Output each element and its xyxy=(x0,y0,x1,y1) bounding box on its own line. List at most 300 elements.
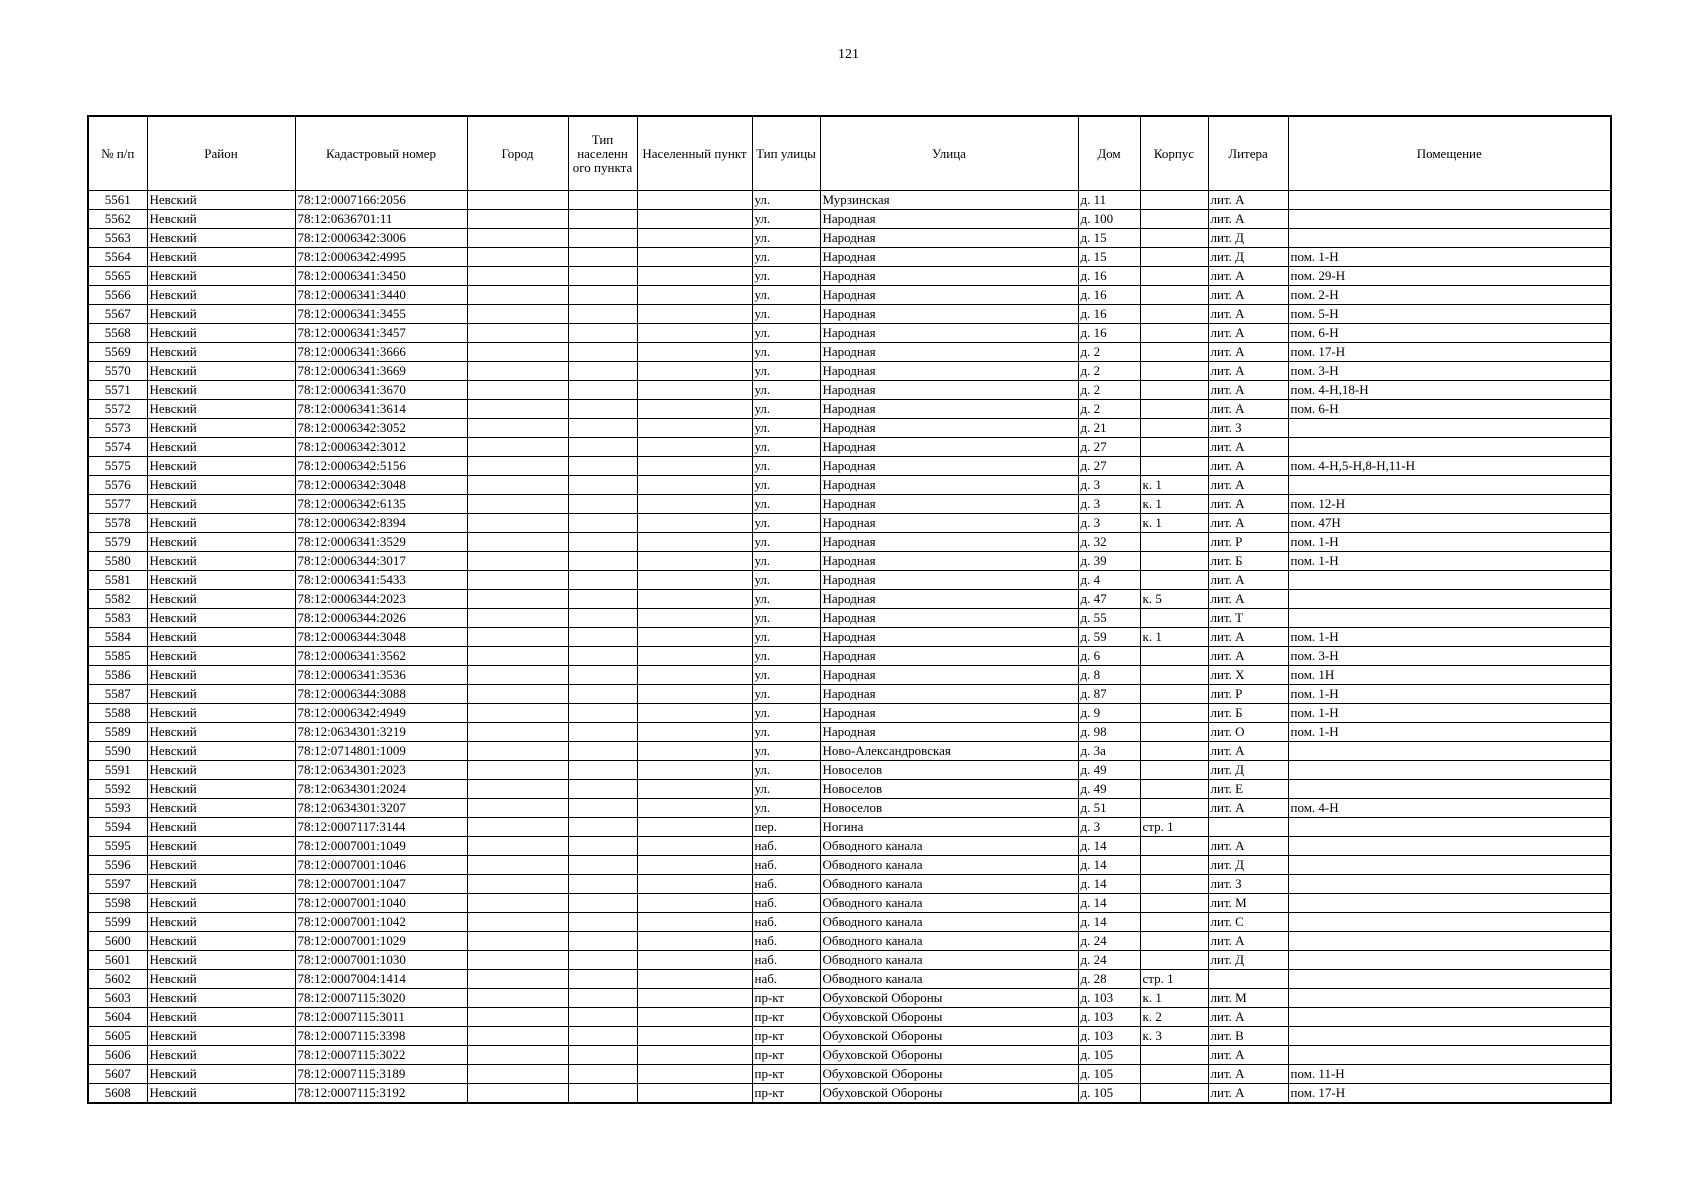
cell-city xyxy=(467,1027,568,1046)
cell-settlement-type xyxy=(568,457,637,476)
table-row xyxy=(88,343,1611,362)
cell-number: 5583 xyxy=(88,609,147,628)
cell-cadastral-number: 78:12:0006344:2026 xyxy=(295,609,467,628)
cell-settlement xyxy=(637,248,752,267)
cell-district: Невский xyxy=(147,343,295,362)
cell-letter: лит. Р xyxy=(1208,685,1288,704)
cell-number: 5563 xyxy=(88,229,147,248)
cell-house: д. 14 xyxy=(1078,913,1140,932)
cell-number: 5585 xyxy=(88,647,147,666)
cell-street: Народная xyxy=(820,267,1078,286)
cell-settlement xyxy=(637,381,752,400)
cell-building: к. 1 xyxy=(1140,514,1208,533)
cell-house: д. 103 xyxy=(1078,1027,1140,1046)
cell-street: Народная xyxy=(820,704,1078,723)
table-row xyxy=(88,951,1611,970)
cell-cadastral-number: 78:12:0007117:3144 xyxy=(295,818,467,837)
cell-cadastral-number: 78:12:0006341:3457 xyxy=(295,324,467,343)
cell-cadastral-number: 78:12:0007001:1040 xyxy=(295,894,467,913)
table-row xyxy=(88,324,1611,343)
table-row xyxy=(88,590,1611,609)
cell-house: д. 4 xyxy=(1078,571,1140,590)
cell-cadastral-number: 78:12:0006342:4995 xyxy=(295,248,467,267)
cell-street-type: ул. xyxy=(752,457,820,476)
cell-district: Невский xyxy=(147,1065,295,1084)
cell-letter: лит. А xyxy=(1208,457,1288,476)
cell-settlement xyxy=(637,514,752,533)
cell-district: Невский xyxy=(147,476,295,495)
cell-cadastral-number: 78:12:0006342:4949 xyxy=(295,704,467,723)
cell-letter: лит. О xyxy=(1208,723,1288,742)
cell-letter: лит. А xyxy=(1208,286,1288,305)
column-header-street: Улица xyxy=(820,116,1078,191)
cell-street: Новоселов xyxy=(820,761,1078,780)
cell-building xyxy=(1140,362,1208,381)
cell-street-type: наб. xyxy=(752,837,820,856)
cell-district: Невский xyxy=(147,267,295,286)
cell-district: Невский xyxy=(147,286,295,305)
cell-premises xyxy=(1288,837,1611,856)
cell-letter: лит. А xyxy=(1208,628,1288,647)
cell-city xyxy=(467,343,568,362)
column-header-letter: Литера xyxy=(1208,116,1288,191)
cell-letter: лит. В xyxy=(1208,1027,1288,1046)
cell-settlement-type xyxy=(568,647,637,666)
cell-district: Невский xyxy=(147,1046,295,1065)
cell-street-type: ул. xyxy=(752,419,820,438)
cell-house: д. 24 xyxy=(1078,932,1140,951)
cell-street-type: ул. xyxy=(752,381,820,400)
cell-settlement-type xyxy=(568,1084,637,1104)
cell-street-type: ул. xyxy=(752,324,820,343)
column-header-premises: Помещение xyxy=(1288,116,1611,191)
cell-building xyxy=(1140,229,1208,248)
table-row xyxy=(88,780,1611,799)
cell-settlement xyxy=(637,685,752,704)
cell-street: Народная xyxy=(820,305,1078,324)
table-row xyxy=(88,704,1611,723)
table-row xyxy=(88,210,1611,229)
cell-number: 5584 xyxy=(88,628,147,647)
cell-building xyxy=(1140,951,1208,970)
cell-street-type: ул. xyxy=(752,628,820,647)
cell-street-type: ул. xyxy=(752,647,820,666)
cell-settlement-type xyxy=(568,286,637,305)
cell-building xyxy=(1140,324,1208,343)
cell-building xyxy=(1140,533,1208,552)
cell-premises: пом. 12-Н xyxy=(1288,495,1611,514)
cell-district: Невский xyxy=(147,248,295,267)
cell-house: д. 49 xyxy=(1078,780,1140,799)
cell-settlement-type xyxy=(568,248,637,267)
cell-premises xyxy=(1288,191,1611,210)
cell-city xyxy=(467,856,568,875)
cell-letter xyxy=(1208,970,1288,989)
table-row xyxy=(88,609,1611,628)
cell-premises: пом. 1Н xyxy=(1288,666,1611,685)
cell-district: Невский xyxy=(147,837,295,856)
cell-premises xyxy=(1288,438,1611,457)
cell-settlement xyxy=(637,571,752,590)
cell-city xyxy=(467,837,568,856)
cell-cadastral-number: 78:12:0006344:3017 xyxy=(295,552,467,571)
column-header-building: Корпус xyxy=(1140,116,1208,191)
cell-street: Обуховской Обороны xyxy=(820,1008,1078,1027)
cell-settlement-type xyxy=(568,704,637,723)
cell-settlement xyxy=(637,647,752,666)
table-row xyxy=(88,571,1611,590)
cell-cadastral-number: 78:12:0007001:1029 xyxy=(295,932,467,951)
cell-premises xyxy=(1288,1027,1611,1046)
cell-cadastral-number: 78:12:0006342:8394 xyxy=(295,514,467,533)
cell-city xyxy=(467,229,568,248)
cell-house: д. 15 xyxy=(1078,248,1140,267)
table-row xyxy=(88,476,1611,495)
cell-premises xyxy=(1288,856,1611,875)
cell-street: Обводного канала xyxy=(820,894,1078,913)
cell-district: Невский xyxy=(147,761,295,780)
cell-city xyxy=(467,875,568,894)
cell-letter: лит. Х xyxy=(1208,666,1288,685)
cell-street: Новоселов xyxy=(820,780,1078,799)
cell-cadastral-number: 78:12:0007115:3020 xyxy=(295,989,467,1008)
table-row xyxy=(88,875,1611,894)
cell-city xyxy=(467,248,568,267)
cell-letter: лит. А xyxy=(1208,305,1288,324)
cell-district: Невский xyxy=(147,191,295,210)
cell-settlement xyxy=(637,400,752,419)
cell-city xyxy=(467,267,568,286)
cell-city xyxy=(467,1008,568,1027)
cell-city xyxy=(467,970,568,989)
cell-number: 5580 xyxy=(88,552,147,571)
cell-cadastral-number: 78:12:0006342:5156 xyxy=(295,457,467,476)
cell-house: д. 16 xyxy=(1078,305,1140,324)
cell-cadastral-number: 78:12:0006342:3048 xyxy=(295,476,467,495)
cell-letter: лит. А xyxy=(1208,324,1288,343)
column-header-settlement-type: Тип населенн ого пункта xyxy=(568,116,637,191)
cell-street-type: ул. xyxy=(752,476,820,495)
cell-city xyxy=(467,210,568,229)
cell-cadastral-number: 78:12:0634301:3207 xyxy=(295,799,467,818)
cell-street: Народная xyxy=(820,210,1078,229)
cell-settlement-type xyxy=(568,913,637,932)
cell-street: Мурзинская xyxy=(820,191,1078,210)
cell-district: Невский xyxy=(147,210,295,229)
cell-cadastral-number: 78:12:0006341:3440 xyxy=(295,286,467,305)
cell-city xyxy=(467,457,568,476)
cell-cadastral-number: 78:12:0007001:1047 xyxy=(295,875,467,894)
table-row xyxy=(88,856,1611,875)
cell-settlement-type xyxy=(568,875,637,894)
cell-building xyxy=(1140,305,1208,324)
cell-district: Невский xyxy=(147,799,295,818)
cell-settlement xyxy=(637,438,752,457)
cell-number: 5570 xyxy=(88,362,147,381)
cell-letter: лит. Б xyxy=(1208,552,1288,571)
cell-street: Обуховской Обороны xyxy=(820,989,1078,1008)
cell-building xyxy=(1140,856,1208,875)
cell-district: Невский xyxy=(147,913,295,932)
cell-letter: лит. А xyxy=(1208,742,1288,761)
cell-street-type: ул. xyxy=(752,571,820,590)
cell-settlement xyxy=(637,628,752,647)
cell-street-type: ул. xyxy=(752,343,820,362)
cell-city xyxy=(467,951,568,970)
cell-house: д. 55 xyxy=(1078,609,1140,628)
cell-street: Народная xyxy=(820,286,1078,305)
cell-cadastral-number: 78:12:0006341:3450 xyxy=(295,267,467,286)
cell-house: д. 59 xyxy=(1078,628,1140,647)
cell-cadastral-number: 78:12:0007001:1046 xyxy=(295,856,467,875)
cell-city xyxy=(467,1065,568,1084)
cell-settlement-type xyxy=(568,343,637,362)
cell-city xyxy=(467,400,568,419)
cell-district: Невский xyxy=(147,1084,295,1104)
cell-premises xyxy=(1288,932,1611,951)
cell-settlement xyxy=(637,875,752,894)
cell-premises xyxy=(1288,476,1611,495)
cell-street: Народная xyxy=(820,362,1078,381)
cell-premises xyxy=(1288,1008,1611,1027)
cell-cadastral-number: 78:12:0634301:2023 xyxy=(295,761,467,780)
cell-premises xyxy=(1288,590,1611,609)
cell-street: Обуховской Обороны xyxy=(820,1065,1078,1084)
cell-street: Обводного канала xyxy=(820,951,1078,970)
cell-letter: лит. А xyxy=(1208,571,1288,590)
cell-number: 5606 xyxy=(88,1046,147,1065)
cell-number: 5581 xyxy=(88,571,147,590)
cell-number: 5566 xyxy=(88,286,147,305)
cell-number: 5601 xyxy=(88,951,147,970)
cell-settlement-type xyxy=(568,685,637,704)
cell-number: 5593 xyxy=(88,799,147,818)
cell-district: Невский xyxy=(147,894,295,913)
cell-city xyxy=(467,495,568,514)
cell-premises: пом. 4-Н,18-Н xyxy=(1288,381,1611,400)
property-registry-table xyxy=(87,115,1612,1104)
cell-premises xyxy=(1288,761,1611,780)
cell-street: Народная xyxy=(820,647,1078,666)
cell-city xyxy=(467,476,568,495)
cell-settlement-type xyxy=(568,780,637,799)
cell-district: Невский xyxy=(147,932,295,951)
cell-settlement xyxy=(637,476,752,495)
cell-street-type: ул. xyxy=(752,191,820,210)
cell-street-type: пр-кт xyxy=(752,1065,820,1084)
table-row xyxy=(88,818,1611,837)
cell-letter: лит. А xyxy=(1208,267,1288,286)
cell-street-type: ул. xyxy=(752,761,820,780)
cell-settlement xyxy=(637,419,752,438)
cell-cadastral-number: 78:12:0636701:11 xyxy=(295,210,467,229)
table-row xyxy=(88,533,1611,552)
cell-street-type: ул. xyxy=(752,438,820,457)
cell-number: 5579 xyxy=(88,533,147,552)
cell-street-type: пер. xyxy=(752,818,820,837)
cell-cadastral-number: 78:12:0634301:2024 xyxy=(295,780,467,799)
cell-street-type: наб. xyxy=(752,970,820,989)
cell-street: Народная xyxy=(820,400,1078,419)
cell-settlement xyxy=(637,989,752,1008)
cell-district: Невский xyxy=(147,742,295,761)
table-row xyxy=(88,742,1611,761)
page-number: 121 xyxy=(838,47,859,62)
cell-letter: лит. А xyxy=(1208,932,1288,951)
cell-number: 5588 xyxy=(88,704,147,723)
cell-settlement-type xyxy=(568,742,637,761)
cell-premises: пом. 17-Н xyxy=(1288,1084,1611,1104)
cell-building xyxy=(1140,742,1208,761)
cell-number: 5605 xyxy=(88,1027,147,1046)
cell-settlement-type xyxy=(568,1027,637,1046)
cell-building xyxy=(1140,875,1208,894)
cell-house: д. 9 xyxy=(1078,704,1140,723)
cell-house: д. 98 xyxy=(1078,723,1140,742)
cell-building: к. 1 xyxy=(1140,476,1208,495)
cell-street-type: наб. xyxy=(752,913,820,932)
cell-district: Невский xyxy=(147,647,295,666)
cell-building: к. 1 xyxy=(1140,989,1208,1008)
cell-letter: лит. Д xyxy=(1208,761,1288,780)
cell-building xyxy=(1140,400,1208,419)
cell-settlement-type xyxy=(568,666,637,685)
cell-building: к. 5 xyxy=(1140,590,1208,609)
cell-building: к. 1 xyxy=(1140,495,1208,514)
cell-city xyxy=(467,666,568,685)
cell-house: д. 105 xyxy=(1078,1065,1140,1084)
cell-street-type: ул. xyxy=(752,229,820,248)
cell-house: д. 24 xyxy=(1078,951,1140,970)
cell-letter: лит. Р xyxy=(1208,533,1288,552)
cell-street: Ногина xyxy=(820,818,1078,837)
cell-cadastral-number: 78:12:0006341:3562 xyxy=(295,647,467,666)
cell-settlement xyxy=(637,761,752,780)
cell-premises: пом. 5-Н xyxy=(1288,305,1611,324)
cell-city xyxy=(467,989,568,1008)
cell-street: Обуховской Обороны xyxy=(820,1046,1078,1065)
cell-district: Невский xyxy=(147,514,295,533)
table-header-row xyxy=(88,116,1611,191)
cell-house: д. 16 xyxy=(1078,324,1140,343)
cell-letter: лит. А xyxy=(1208,476,1288,495)
cell-number: 5578 xyxy=(88,514,147,533)
cell-cadastral-number: 78:12:0006341:3529 xyxy=(295,533,467,552)
table-row xyxy=(88,1084,1611,1104)
cell-district: Невский xyxy=(147,818,295,837)
cell-street-type: ул. xyxy=(752,742,820,761)
cell-settlement xyxy=(637,191,752,210)
cell-settlement-type xyxy=(568,533,637,552)
cell-settlement xyxy=(637,305,752,324)
cell-district: Невский xyxy=(147,590,295,609)
cell-cadastral-number: 78:12:0006342:3052 xyxy=(295,419,467,438)
cell-house: д. 3а xyxy=(1078,742,1140,761)
cell-letter: лит. З xyxy=(1208,875,1288,894)
cell-street: Народная xyxy=(820,552,1078,571)
cell-city xyxy=(467,552,568,571)
cell-number: 5567 xyxy=(88,305,147,324)
cell-street: Обуховской Обороны xyxy=(820,1084,1078,1104)
cell-cadastral-number: 78:12:0006341:5433 xyxy=(295,571,467,590)
cell-premises xyxy=(1288,875,1611,894)
cell-cadastral-number: 78:12:0006341:3455 xyxy=(295,305,467,324)
cell-premises xyxy=(1288,970,1611,989)
cell-city xyxy=(467,191,568,210)
cell-street: Народная xyxy=(820,590,1078,609)
cell-letter: лит. А xyxy=(1208,210,1288,229)
cell-street-type: наб. xyxy=(752,856,820,875)
column-header-number: № п/п xyxy=(88,116,147,191)
cell-premises: пом. 6-Н xyxy=(1288,400,1611,419)
cell-premises: пом. 29-Н xyxy=(1288,267,1611,286)
cell-number: 5575 xyxy=(88,457,147,476)
cell-letter: лит. А xyxy=(1208,438,1288,457)
cell-street-type: ул. xyxy=(752,609,820,628)
cell-street: Народная xyxy=(820,533,1078,552)
cell-premises: пом. 6-Н xyxy=(1288,324,1611,343)
cell-premises xyxy=(1288,210,1611,229)
cell-house: д. 103 xyxy=(1078,1008,1140,1027)
cell-number: 5599 xyxy=(88,913,147,932)
cell-settlement xyxy=(637,229,752,248)
cell-premises: пом. 3-Н xyxy=(1288,647,1611,666)
cell-building xyxy=(1140,571,1208,590)
cell-settlement xyxy=(637,1065,752,1084)
cell-house: д. 14 xyxy=(1078,856,1140,875)
cell-building xyxy=(1140,609,1208,628)
cell-district: Невский xyxy=(147,571,295,590)
table-row xyxy=(88,647,1611,666)
cell-district: Невский xyxy=(147,875,295,894)
cell-street-type: пр-кт xyxy=(752,1008,820,1027)
cell-street-type: ул. xyxy=(752,780,820,799)
cell-premises xyxy=(1288,1046,1611,1065)
cell-street: Народная xyxy=(820,229,1078,248)
cell-district: Невский xyxy=(147,324,295,343)
cell-settlement xyxy=(637,1046,752,1065)
cell-premises: пом. 1-Н xyxy=(1288,533,1611,552)
cell-city xyxy=(467,514,568,533)
cell-number: 5586 xyxy=(88,666,147,685)
cell-letter: лит. А xyxy=(1208,400,1288,419)
cell-letter: лит. Д xyxy=(1208,951,1288,970)
cell-letter: лит. А xyxy=(1208,381,1288,400)
column-header-street-type: Тип улицы xyxy=(752,116,820,191)
cell-district: Невский xyxy=(147,723,295,742)
cell-house: д. 32 xyxy=(1078,533,1140,552)
cell-district: Невский xyxy=(147,400,295,419)
cell-settlement-type xyxy=(568,210,637,229)
cell-number: 5576 xyxy=(88,476,147,495)
cell-letter: лит. А xyxy=(1208,837,1288,856)
cell-building xyxy=(1140,438,1208,457)
cell-letter: лит. А xyxy=(1208,514,1288,533)
cell-street: Народная xyxy=(820,381,1078,400)
cell-district: Невский xyxy=(147,438,295,457)
cell-street-type: пр-кт xyxy=(752,1046,820,1065)
cell-number: 5577 xyxy=(88,495,147,514)
cell-number: 5596 xyxy=(88,856,147,875)
cell-settlement-type xyxy=(568,1065,637,1084)
cell-cadastral-number: 78:12:0006341:3666 xyxy=(295,343,467,362)
cell-letter: лит. Д xyxy=(1208,856,1288,875)
cell-city xyxy=(467,533,568,552)
cell-street-type: ул. xyxy=(752,590,820,609)
cell-street: Народная xyxy=(820,457,1078,476)
cell-settlement xyxy=(637,1008,752,1027)
cell-settlement-type xyxy=(568,609,637,628)
